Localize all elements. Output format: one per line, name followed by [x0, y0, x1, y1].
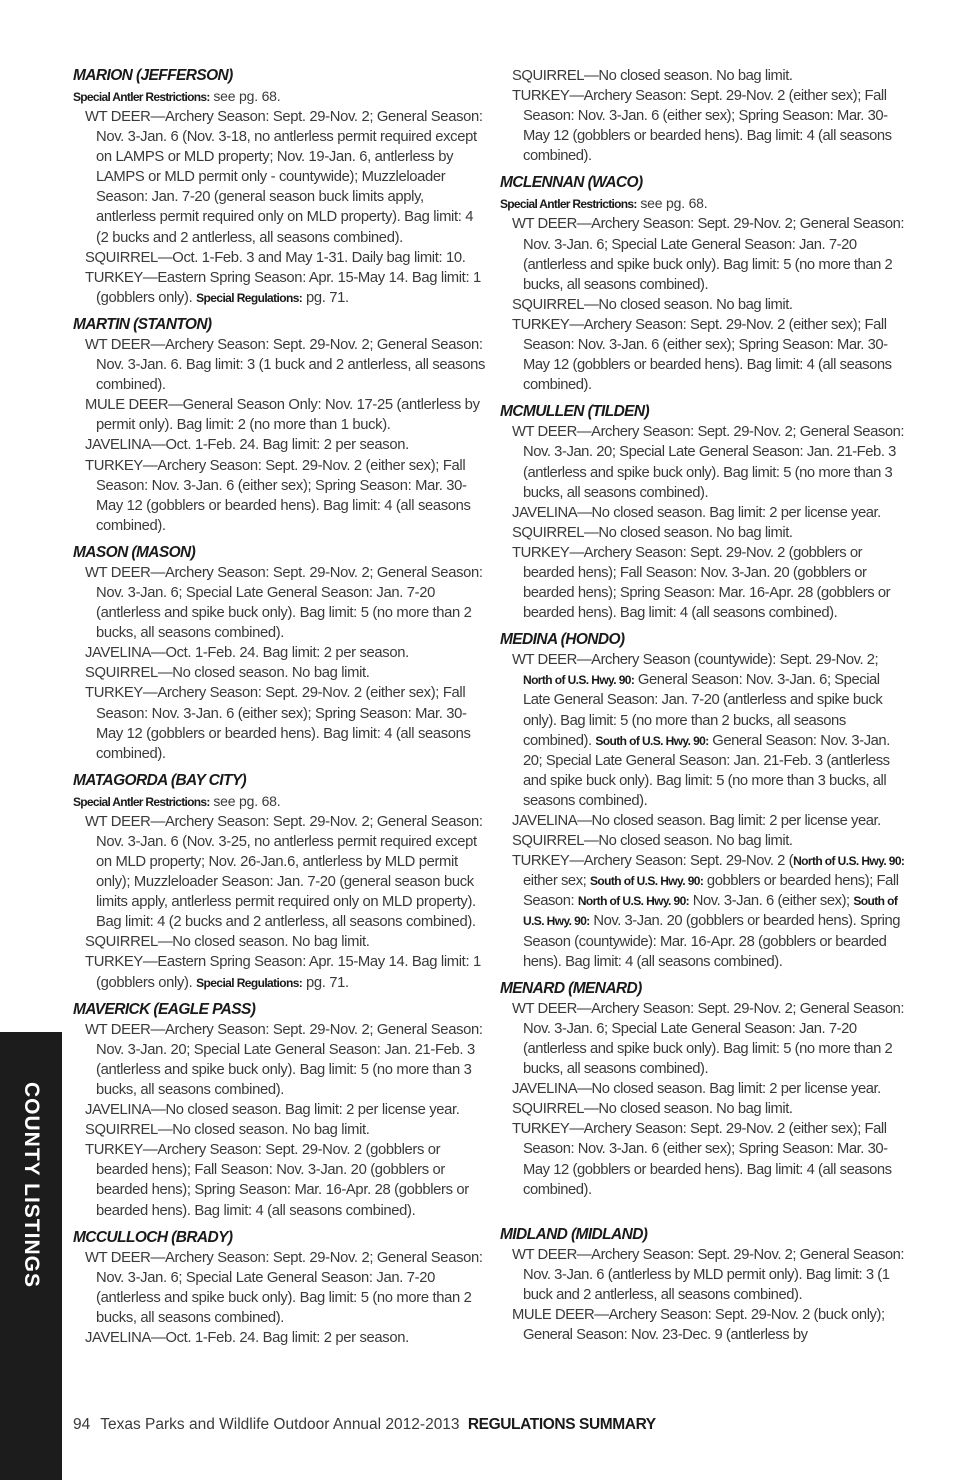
county-mcmullen	[500, 402, 910, 623]
wt-deer-entry: WT DEER—Archery Season: Sept. 29-Nov. 2; General Season: Nov. 3-Jan. 6; Special Late General Season: Jan. 7-20 (antlerless and spike buck only). Bag limit: 5 (no more than 2 bucks, all seasons combined).	[85, 1249, 483, 1326]
turkey-entry: TURKEY—Archery Season: Sept. 29-Nov. 2 (either sex); Fall Season: Nov. 3-Jan. 6 (either sex); Spring Season: Mar. 30-May 12 (gobblers or bearded hens). Bag limit: 4 (all seasons combined).	[85, 457, 471, 534]
county-name: MARTIN (STANTON)	[73, 315, 212, 333]
wt-deer-entry: WT DEER—Archery Season: Sept. 29-Nov. 2; General Season: Nov. 3-Jan. 20; Special Late General Season: Jan. 21-Feb. 3 (antlerless and spike buck only). Bag limit: 5 (no more than 3 bucks, all seasons combined).	[512, 424, 905, 501]
county-name: MCCULLOCH (BRADY)	[73, 1228, 233, 1246]
turkey-entry: TURKEY—Archery Season: Sept. 29-Nov. 2 (either sex); Fall Season: Nov. 3-Jan. 6 (either sex); Spring Season: Mar. 30-May 12 (gobblers or bearded hens). Bag limit: 4 (all seasons combined).	[85, 685, 471, 762]
county-mcculloch-continued	[500, 66, 910, 166]
special-antler-restrictions: Special Antler Restrictions: see pg. 68.	[73, 792, 281, 809]
county-name: MIDLAND (MIDLAND)	[500, 1225, 648, 1243]
squirrel-entry: SQUIRREL—Oct. 1-Feb. 3 and May 1-31. Daily bag limit: 10.	[85, 249, 466, 266]
javelina-entry: JAVELINA—Oct. 1-Feb. 24. Bag limit: 2 per season.	[85, 645, 409, 662]
wt-deer-entry: WT DEER—Archery Season: Sept. 29-Nov. 2; General Season: Nov. 3-Jan. 20; Special Late General Season: Jan. 21-Feb. 3 (antlerless and spike buck only). Bag limit: 5 (no more than 3 bucks, all seasons combined).	[85, 1021, 483, 1098]
javelina-entry: JAVELINA—No closed season. Bag limit: 2 per license year.	[512, 1081, 881, 1098]
right-column	[500, 66, 910, 1352]
squirrel-entry: SQUIRREL—No closed season. No bag limit.	[512, 1101, 793, 1118]
county-matagorda	[73, 771, 487, 993]
squirrel-entry: SQUIRREL—No closed season. No bag limit.	[512, 524, 793, 541]
side-tab-label: COUNTY LISTINGS	[20, 1082, 43, 1288]
turkey-entry: TURKEY—Archery Season: Sept. 29-Nov. 2 (either sex); Fall Season: Nov. 3-Jan. 6 (either sex); Spring Season: Mar. 30-May 12 (gobblers or bearded hens). Bag limit: 4 (all seasons combined).	[512, 1121, 892, 1198]
page-number: 94	[73, 1416, 91, 1433]
county-midland	[500, 1225, 910, 1345]
squirrel-entry: SQUIRREL—No closed season. No bag limit.	[512, 68, 793, 84]
squirrel-entry: SQUIRREL—No closed season. No bag limit.	[512, 296, 793, 313]
turkey-entry: TURKEY—Eastern Spring Season: Apr. 15-May 14. Bag limit: 1 (gobblers only). Special Regulations: pg. 71.	[85, 954, 481, 991]
county-name: MARION (JEFFERSON)	[73, 67, 233, 84]
squirrel-entry: SQUIRREL—No closed season. No bag limit.	[85, 934, 370, 951]
county-menard	[500, 979, 910, 1200]
mule-deer-entry: MULE DEER—Archery Season: Sept. 29-Nov. 2 (buck only); General Season: Nov. 23-Dec. 9 (antlerless by	[512, 1306, 885, 1344]
left-column	[73, 66, 487, 1355]
javelina-entry: JAVELINA—Oct. 1-Feb. 24. Bag limit: 2 per season.	[85, 437, 409, 454]
wt-deer-entry: WT DEER—Archery Season (countywide): Sept. 29-Nov. 2; North of U.S. Hwy. 90: General Season: Nov. 3-Jan. 6; Special Late General Season: Jan. 7-20 (antlerless and spike buck only). Bag limit: 5 (no more than 2 bucks, all seasons combined). South of U.S. Hwy. 90: General Season: Nov. 3-Jan. 20; Special Late General Season: Jan. 21-Feb. 3 (antlerless and spike buck only). Bag limit: 5 (no more than 3 bucks, all seasons combined).	[512, 652, 890, 809]
javelina-entry: JAVELINA—No closed season. Bag limit: 2 per license year.	[512, 504, 881, 521]
javelina-entry: JAVELINA—No closed season. Bag limit: 2 per license year.	[85, 1102, 460, 1119]
section-title: REGULATIONS SUMMARY	[467, 1416, 656, 1433]
county-mclennan	[500, 173, 910, 395]
turkey-entry: TURKEY—Archery Season: Sept. 29-Nov. 2 (gobblers or bearded hens); Fall Season: Nov. 3-Jan. 20 (gobblers or bearded hens); Spring Season: Mar. 16-Apr. 28 (gobblers or bearded hens). Bag limit: 4 (all seasons combined).	[85, 1142, 469, 1219]
county-marion	[73, 66, 487, 308]
mule-deer-entry: MULE DEER—General Season Only: Nov. 17-25 (antlerless by permit only). Bag limit: 2 (no more than 1 buck).	[85, 397, 480, 434]
turkey-entry: TURKEY—Archery Season: Sept. 29-Nov. 2 (North of U.S. Hwy. 90: either sex; South of U.S. Hwy. 90: gobblers or bearded hens); Fall Season: North of U.S. Hwy. 90: Nov. 3-Jan. 6 (either sex); South of U.S. Hwy. 90: Nov. 3-Jan. 20 (gobblers or bearded hens). Spring Season (countywide): Mar. 16-Apr. 28 (gobblers or bearded hens). Bag limit: 4 (all seasons combined).	[512, 853, 905, 970]
squirrel-entry: SQUIRREL—No closed season. No bag limit.	[85, 1122, 370, 1139]
county-mason	[73, 543, 487, 764]
special-antler-restrictions: Special Antler Restrictions: see pg. 68.	[73, 88, 281, 104]
county-martin	[73, 315, 487, 536]
wt-deer-entry: WT DEER—Archery Season: Sept. 29-Nov. 2; General Season: Nov. 3-Jan. 6 (Nov. 3-25, no antlerless permit required except on MLD property; Nov. 26-Jan.6, antlerless by MLD permit only); Muzzleloader Season: Jan. 7-20 (general season buck limits apply, antlerless permit required only on MLD property). Bag limit: 4 (2 bucks and 2 antlerless, all seasons combined).	[85, 813, 483, 931]
county-name: MCMULLEN (TILDEN)	[500, 403, 650, 421]
turkey-entry: TURKEY—Archery Season: Sept. 29-Nov. 2 (either sex); Fall Season: Nov. 3-Jan. 6 (either sex); Spring Season: Mar. 30-May 12 (gobblers or bearded hens). Bag limit: 4 (all seasons combined).	[512, 316, 892, 394]
javelina-entry: JAVELINA—No closed season. Bag limit: 2 per license year.	[512, 813, 881, 829]
county-name: MENARD (MENARD)	[500, 979, 642, 997]
wt-deer-entry: WT DEER—Archery Season: Sept. 29-Nov. 2; General Season: Nov. 3-Jan. 6; Special Late General Season: Jan. 7-20 (antlerless and spike buck only). Bag limit: 5 (no more than 2 bucks, all seasons combined).	[512, 216, 905, 293]
wt-deer-entry: WT DEER—Archery Season: Sept. 29-Nov. 2; General Season: Nov. 3-Jan. 6; Special Late General Season: Jan. 7-20 (antlerless and spike buck only). Bag limit: 5 (no more than 2 bucks, all seasons combined).	[85, 564, 483, 642]
county-name: MEDINA (HONDO)	[500, 631, 625, 649]
publication-title: Texas Parks and Wildlife Outdoor Annual 2012-2013	[100, 1416, 460, 1433]
javelina-entry: JAVELINA—Oct. 1-Feb. 24. Bag limit: 2 per season.	[85, 1329, 409, 1346]
page-footer	[73, 1416, 656, 1434]
county-mcculloch	[73, 1228, 487, 1348]
turkey-entry: TURKEY—Archery Season: Sept. 29-Nov. 2 (either sex); Fall Season: Nov. 3-Jan. 6 (either sex); Spring Season: Mar. 30-May 12 (gobblers or bearded hens). Bag limit: 4 (all seasons combined).	[512, 88, 892, 165]
county-name: MCLENNAN (WACO)	[500, 174, 643, 192]
wt-deer-entry: WT DEER—Archery Season: Sept. 29-Nov. 2; General Season: Nov. 3-Jan. 6. Bag limit: 3 (1 buck and 2 antlerless, all seasons combined).	[85, 336, 486, 394]
wt-deer-entry: WT DEER—Archery Season: Sept. 29-Nov. 2; General Season: Nov. 3-Jan. 6; Special Late General Season: Jan. 7-20 (antlerless and spike buck only). Bag limit: 5 (no more than 2 bucks, all seasons combined).	[512, 1000, 905, 1078]
county-name: MAVERICK (EAGLE PASS)	[73, 1000, 256, 1018]
wt-deer-entry: WT DEER—Archery Season: Sept. 29-Nov. 2; General Season: Nov. 3-Jan. 6 (Nov. 3-18, no antlerless permit required except on LAMPS or MLD property; Nov. 19-Jan. 6, antlerless by LAMPS or MLD permit only - countywide); Muzzleloader Season: Jan. 7-20 (general season buck limits apply, antlerless permit required only on MLD property). Bag limit: 4 (2 bucks and 2 antlerless, all seasons combined).	[85, 109, 483, 246]
county-name: MASON (MASON)	[73, 543, 196, 561]
county-maverick	[73, 1000, 487, 1221]
county-name: MATAGORDA (BAY CITY)	[73, 771, 247, 789]
squirrel-entry: SQUIRREL—No closed season. No bag limit.	[512, 833, 793, 850]
turkey-entry: TURKEY—Eastern Spring Season: Apr. 15-May 14. Bag limit: 1 (gobblers only). Special Regulations: pg. 71.	[85, 269, 481, 306]
turkey-entry: TURKEY—Archery Season: Sept. 29-Nov. 2 (gobblers or bearded hens); Fall Season: Nov. 3-Jan. 20 (gobblers or bearded hens); Spring Season: Mar. 16-Apr. 28 (gobblers or bearded hens). Bag limit: 4 (all seasons combined).	[512, 544, 891, 622]
county-medina	[500, 630, 910, 972]
squirrel-entry: SQUIRREL—No closed season. No bag limit.	[85, 665, 370, 682]
wt-deer-entry: WT DEER—Archery Season: Sept. 29-Nov. 2; General Season: Nov. 3-Jan. 6 (antlerless by MLD permit only). Bag limit: 3 (1 buck and 2 antlerless, all seasons combined).	[512, 1246, 905, 1303]
special-antler-restrictions: Special Antler Restrictions: see pg. 68.	[500, 195, 708, 212]
